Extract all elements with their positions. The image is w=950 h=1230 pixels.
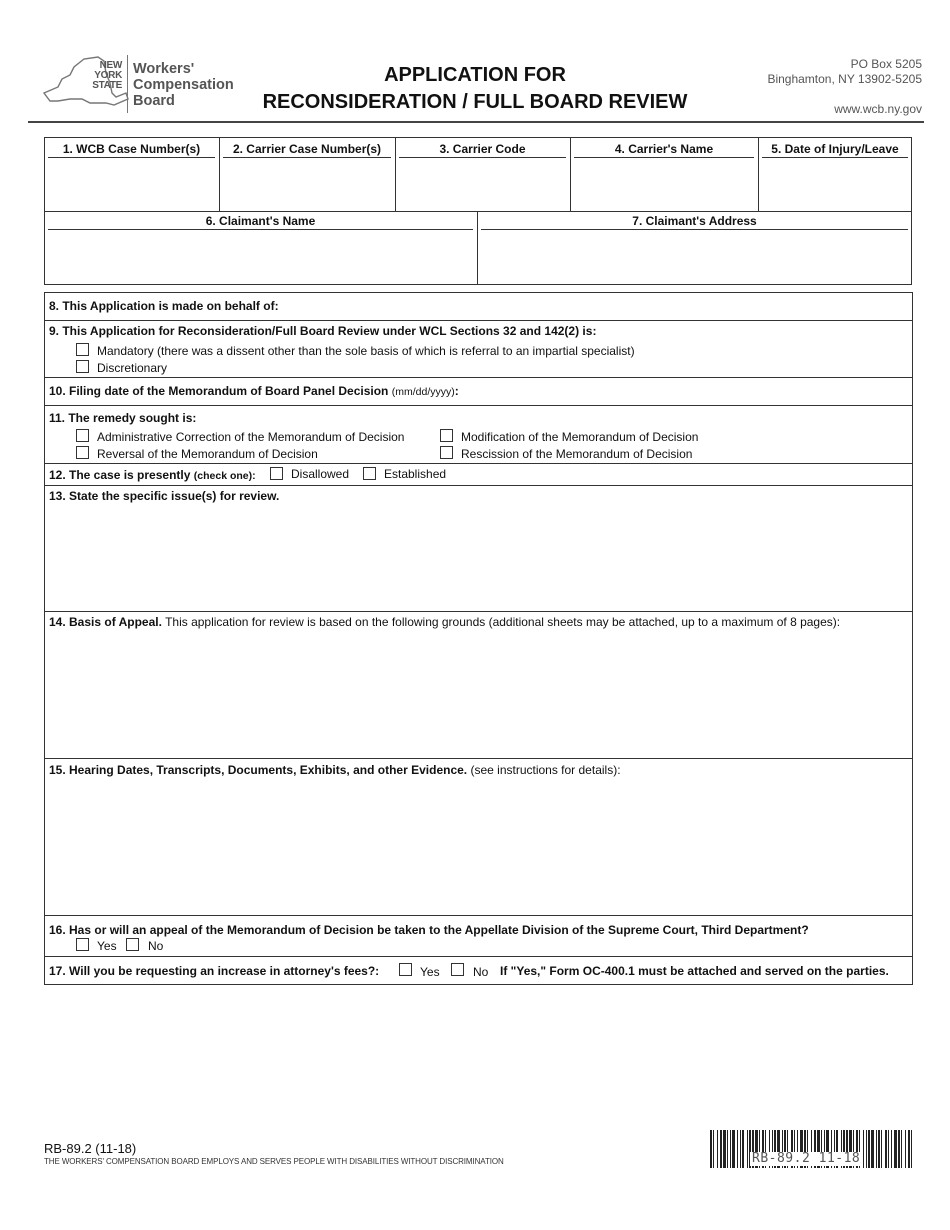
grid-col-divider	[219, 137, 220, 211]
section-10-label	[49, 384, 459, 399]
barcode-bar	[898, 1130, 900, 1168]
barcode-bar	[730, 1130, 731, 1168]
barcode-bar	[727, 1130, 728, 1168]
address-line2: Binghamton, NY 13902-5205	[767, 72, 922, 86]
form-title-line1: APPLICATION FOR	[384, 64, 566, 86]
administrative-correction-label: Administrative Correction of the Memorandum of Decision	[97, 430, 405, 444]
section-16-appellate-appeal	[44, 915, 913, 957]
date-format-hint: (mm/dd/yyyy)	[391, 386, 455, 398]
modification-checkbox[interactable]	[440, 429, 453, 442]
rescission-checkbox[interactable]	[440, 446, 453, 459]
section-17-label: 17. Will you be requesting an increase in attorney's fees?:	[49, 964, 380, 978]
claimant-address-field[interactable]	[481, 232, 908, 282]
barcode-bar	[732, 1130, 735, 1168]
section-9-label: 9. This Application for Reconsideration/Full Board Review under WCL Sections 32 and 142(2) is:	[49, 324, 597, 338]
administrative-correction-checkbox[interactable]	[76, 429, 89, 442]
barcode-bar	[878, 1130, 880, 1168]
section-12-label	[49, 468, 256, 483]
section-8-label: 8. This Application is made on behalf of:	[49, 299, 279, 313]
barcode-bar	[863, 1130, 864, 1168]
mandatory-option-label: Mandatory (there was a dissent other than the sole basis of which is referral to an impartial specialist)	[97, 344, 635, 358]
barcode-bar	[710, 1130, 712, 1168]
section-15-evidence[interactable]	[44, 758, 913, 916]
barcode-label: RB-89.2 11-18	[752, 1151, 861, 1166]
section-13-issues[interactable]	[44, 485, 913, 612]
barcode-bar	[740, 1130, 741, 1168]
barcode-bar	[911, 1130, 912, 1168]
section-11-remedy	[44, 405, 913, 464]
section-8-behalf[interactable]	[44, 292, 913, 321]
barcode-bar	[737, 1130, 738, 1168]
section-14-title: 14. Basis of Appeal.	[49, 615, 162, 629]
appeal-no-label: No	[148, 939, 164, 953]
form-title-line2: RECONSIDERATION / FULL BOARD REVIEW	[262, 91, 688, 113]
grid-col-divider	[758, 137, 759, 211]
section-12-case-status	[44, 463, 913, 486]
barcode-bar	[908, 1130, 910, 1168]
grid-col-divider	[477, 211, 478, 285]
barcode-bar	[717, 1130, 718, 1168]
carrier-case-number-field[interactable]	[223, 160, 391, 208]
section-10-title: 10. Filing date of the Memorandum of Board Panel Decision	[49, 384, 389, 398]
carrier-case-number-header: 2. Carrier Case Number(s)	[223, 142, 391, 158]
header-divider	[28, 121, 924, 123]
established-checkbox[interactable]	[363, 467, 376, 480]
barcode-bar	[742, 1130, 744, 1168]
section-14-text: This application for review is based on the following grounds (additional sheets may be attached, up to a maximum of 8 pages):	[165, 615, 841, 629]
barcode-bar	[905, 1130, 906, 1168]
logo-board-line: Workers'	[133, 61, 195, 77]
section-17-attorney-fees	[44, 956, 913, 985]
website-link[interactable]: www.wcb.ny.gov	[834, 102, 922, 116]
modification-label: Modification of the Memorandum of Decision	[461, 430, 699, 444]
rescission-label: Rescission of the Memorandum of Decision	[461, 447, 693, 461]
wcb-case-number-field[interactable]	[48, 160, 215, 208]
section-15-title: 15. Hearing Dates, Transcripts, Documents, Exhibits, and other Evidence.	[49, 763, 468, 777]
discretionary-option-label: Discretionary	[97, 361, 168, 375]
barcode-bar	[885, 1130, 887, 1168]
barcode-bar	[720, 1130, 722, 1168]
barcode-bar	[747, 1130, 748, 1168]
logo-state-line: NEW	[99, 60, 122, 71]
section-15-text: (see instructions for details):	[470, 763, 621, 777]
fees-no-checkbox[interactable]	[451, 963, 464, 976]
mandatory-checkbox[interactable]	[76, 343, 89, 356]
barcode-bar	[868, 1130, 870, 1168]
fees-no-label: No	[473, 965, 489, 979]
claimant-name-header: 6. Claimant's Name	[48, 214, 473, 230]
disallowed-label: Disallowed	[291, 467, 350, 481]
form-number: RB-89.2 (11-18)	[44, 1141, 137, 1156]
logo-state-line: STATE	[92, 80, 122, 91]
claimant-name-field[interactable]	[48, 232, 473, 282]
barcode-bar	[881, 1130, 882, 1168]
disallowed-checkbox[interactable]	[270, 467, 283, 480]
discretionary-checkbox[interactable]	[76, 360, 89, 373]
address-line1: PO Box 5205	[850, 57, 922, 71]
section-15-label	[49, 763, 621, 777]
date-of-injury-header: 5. Date of Injury/Leave	[762, 142, 908, 158]
section-14-label	[49, 615, 840, 629]
section-9-review-type	[44, 320, 913, 378]
barcode-bar	[876, 1130, 877, 1168]
claimant-address-header: 7. Claimant's Address	[481, 214, 908, 230]
reversal-label: Reversal of the Memorandum of Decision	[97, 447, 318, 461]
barcode-bar	[891, 1130, 892, 1168]
appeal-yes-label: Yes	[97, 939, 117, 953]
barcode-bar	[894, 1130, 897, 1168]
fees-note: If "Yes," Form OC-400.1 must be attached and served on the parties.	[500, 964, 889, 978]
fees-yes-label: Yes	[420, 965, 440, 979]
carrier-name-field[interactable]	[574, 160, 754, 208]
barcode-bar	[888, 1130, 889, 1168]
fees-yes-checkbox[interactable]	[399, 963, 412, 976]
appeal-yes-checkbox[interactable]	[76, 938, 89, 951]
grid-col-divider	[395, 137, 396, 211]
check-one-hint: (check one):	[193, 470, 256, 482]
barcode-bar	[901, 1130, 902, 1168]
logo-divider	[127, 55, 128, 113]
date-of-injury-field[interactable]	[762, 160, 908, 208]
wcb-case-number-header: 1. WCB Case Number(s)	[48, 142, 215, 158]
section-10-colon: :	[454, 384, 459, 398]
section-14-basis-of-appeal[interactable]	[44, 611, 913, 759]
established-label: Established	[384, 467, 447, 481]
section-10-filing-date[interactable]	[44, 377, 913, 406]
section-12-title: 12. The case is presently	[49, 468, 191, 482]
logo-state-line: YORK	[94, 70, 122, 81]
barcode-bar	[713, 1130, 714, 1168]
barcode-bar	[723, 1130, 726, 1168]
section-11-label: 11. The remedy sought is:	[49, 411, 197, 425]
section-16-label: 16. Has or will an appeal of the Memorandum of Decision be taken to the Appellate Division of the Supreme Court, Third Department?	[49, 923, 809, 937]
logo-board-line: Board	[133, 93, 175, 109]
carrier-code-header: 3. Carrier Code	[399, 142, 566, 158]
reversal-checkbox[interactable]	[76, 446, 89, 459]
barcode-bar	[866, 1130, 867, 1168]
board-address	[767, 57, 922, 87]
form-title	[250, 62, 700, 116]
non-discrimination-notice: THE WORKERS' COMPENSATION BOARD EMPLOYS AND SERVES PEOPLE WITH DISABILITIES WITHOUT DISCRIMINATION	[44, 1157, 504, 1166]
appeal-no-checkbox[interactable]	[126, 938, 139, 951]
grid-row-divider	[44, 211, 912, 212]
section-13-label: 13. State the specific issue(s) for review.	[49, 489, 280, 503]
grid-col-divider	[570, 137, 571, 211]
carrier-code-field[interactable]	[399, 160, 566, 208]
barcode-bar	[871, 1130, 874, 1168]
nys-wcb-logo	[40, 53, 245, 115]
carrier-name-header: 4. Carrier's Name	[574, 142, 754, 158]
logo-board-line: Compensation	[133, 77, 234, 93]
